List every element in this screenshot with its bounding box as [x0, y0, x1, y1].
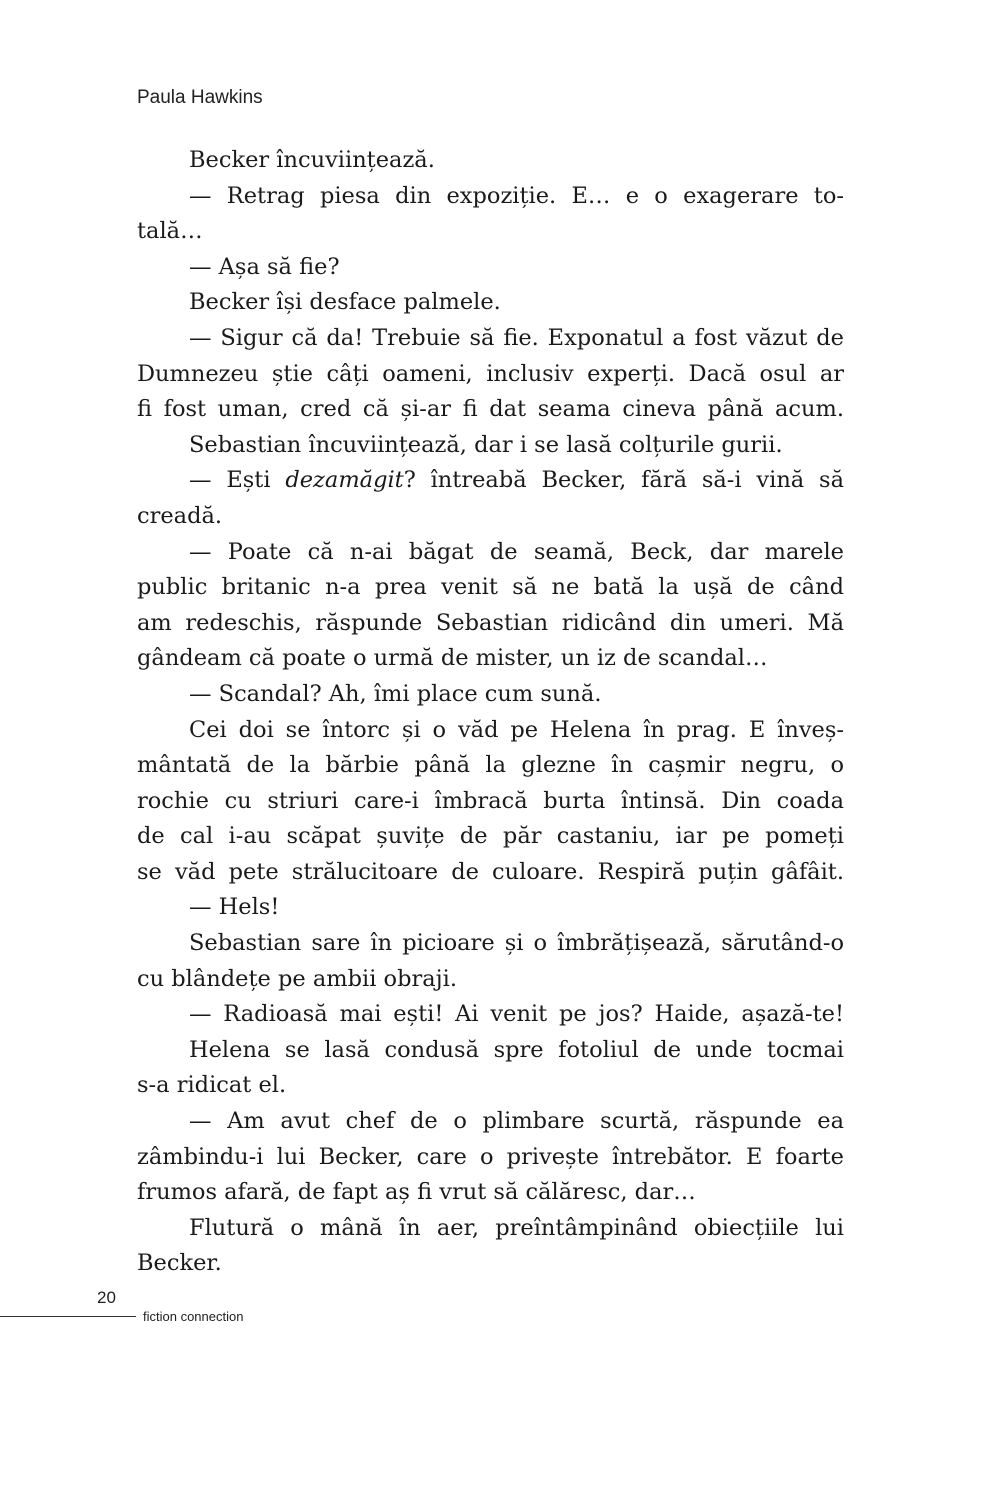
footer-divider: [0, 1316, 136, 1317]
text-line: se văd pete strălucitoare de culoare. Respiră puțin gâfâit.: [137, 858, 844, 885]
text-line: — Hels!: [189, 894, 280, 921]
text-line: tală…: [137, 218, 203, 245]
text-line: rochie cu striuri care-i îmbracă burta întinsă. Din coada: [137, 787, 844, 814]
text-line: s-a ridicat el.: [137, 1072, 287, 1099]
text-line: — Scandal? Ah, îmi place cum sună.: [189, 680, 602, 707]
text-line: zâmbindu-i lui Becker, care o privește întrebător. E foarte: [137, 1143, 844, 1170]
text-line: cu blândețe pe ambii obraji.: [137, 965, 457, 992]
text-line: public britanic n-a prea venit să ne bată la ușă de când: [137, 574, 844, 601]
text-line: — Radioasă mai ești! Ai venit pe jos? Haide, așază-te!: [189, 1001, 844, 1028]
text-line: mântată de la bărbie până la glezne în cașmir negru, o: [137, 752, 844, 779]
text-line: gândeam că poate o urmă de mister, un iz de scandal…: [137, 645, 768, 672]
text-line: Sebastian sare în picioare și o îmbrățișează, sărutând-o: [189, 930, 844, 957]
running-head-author: Paula Hawkins: [137, 87, 263, 108]
text-line: creadă.: [137, 502, 223, 529]
text-line: — Sigur că da! Trebuie să fie. Exponatul a fost văzut de: [189, 324, 844, 351]
text-line: — Retrag piesa din expoziție. E… e o exagerare to-: [189, 182, 844, 209]
text-line: Dumnezeu știe câți oameni, inclusiv experți. Dacă osul ar: [137, 360, 844, 387]
text-line: Cei doi se întorc și o văd pe Helena în prag. E înveș-: [189, 716, 844, 743]
text-segment: ? întreabă Becker, fără să-i vină să: [403, 467, 844, 494]
body-text: [137, 143, 844, 1282]
text-line: Sebastian încuviințează, dar i se lasă colțurile gurii.: [189, 431, 783, 458]
text-line: — Așa să fie?: [189, 253, 340, 280]
text-line: Becker încuviințează.: [189, 147, 435, 173]
text-line: Flutură o mână în aer, preîntâmpinând obiecțiile lui: [189, 1214, 844, 1241]
text-line: am redeschis, răspunde Sebastian ridicând din umeri. Mă: [137, 609, 844, 636]
text-line: frumos afară, de fapt aș fi vrut să călăresc, dar…: [137, 1179, 696, 1206]
text-line: Becker își desface palmele.: [189, 289, 501, 316]
text-segment: — Ești: [189, 467, 286, 494]
text-line: Helena se lasă condusă spre fotoliul de unde tocmai: [189, 1036, 844, 1063]
text-line: de cal i-au scăpat șuvițe de păr castaniu, iar pe pomeți: [137, 823, 844, 850]
text-line: — Am avut chef de o plimbare scurtă, răspunde ea: [189, 1108, 844, 1135]
footer-series-label: fiction connection: [143, 1309, 244, 1324]
text-line: — Poate că n-ai băgat de seamă, Beck, dar marele: [189, 538, 844, 565]
italic-emphasis: dezamăgit: [285, 467, 404, 494]
text-line: Becker.: [137, 1250, 222, 1277]
text-line: fi fost uman, cred că și-ar fi dat seama cineva până acum.: [137, 396, 844, 423]
page-number: 20: [97, 1288, 116, 1307]
text-line: [137, 463, 844, 499]
